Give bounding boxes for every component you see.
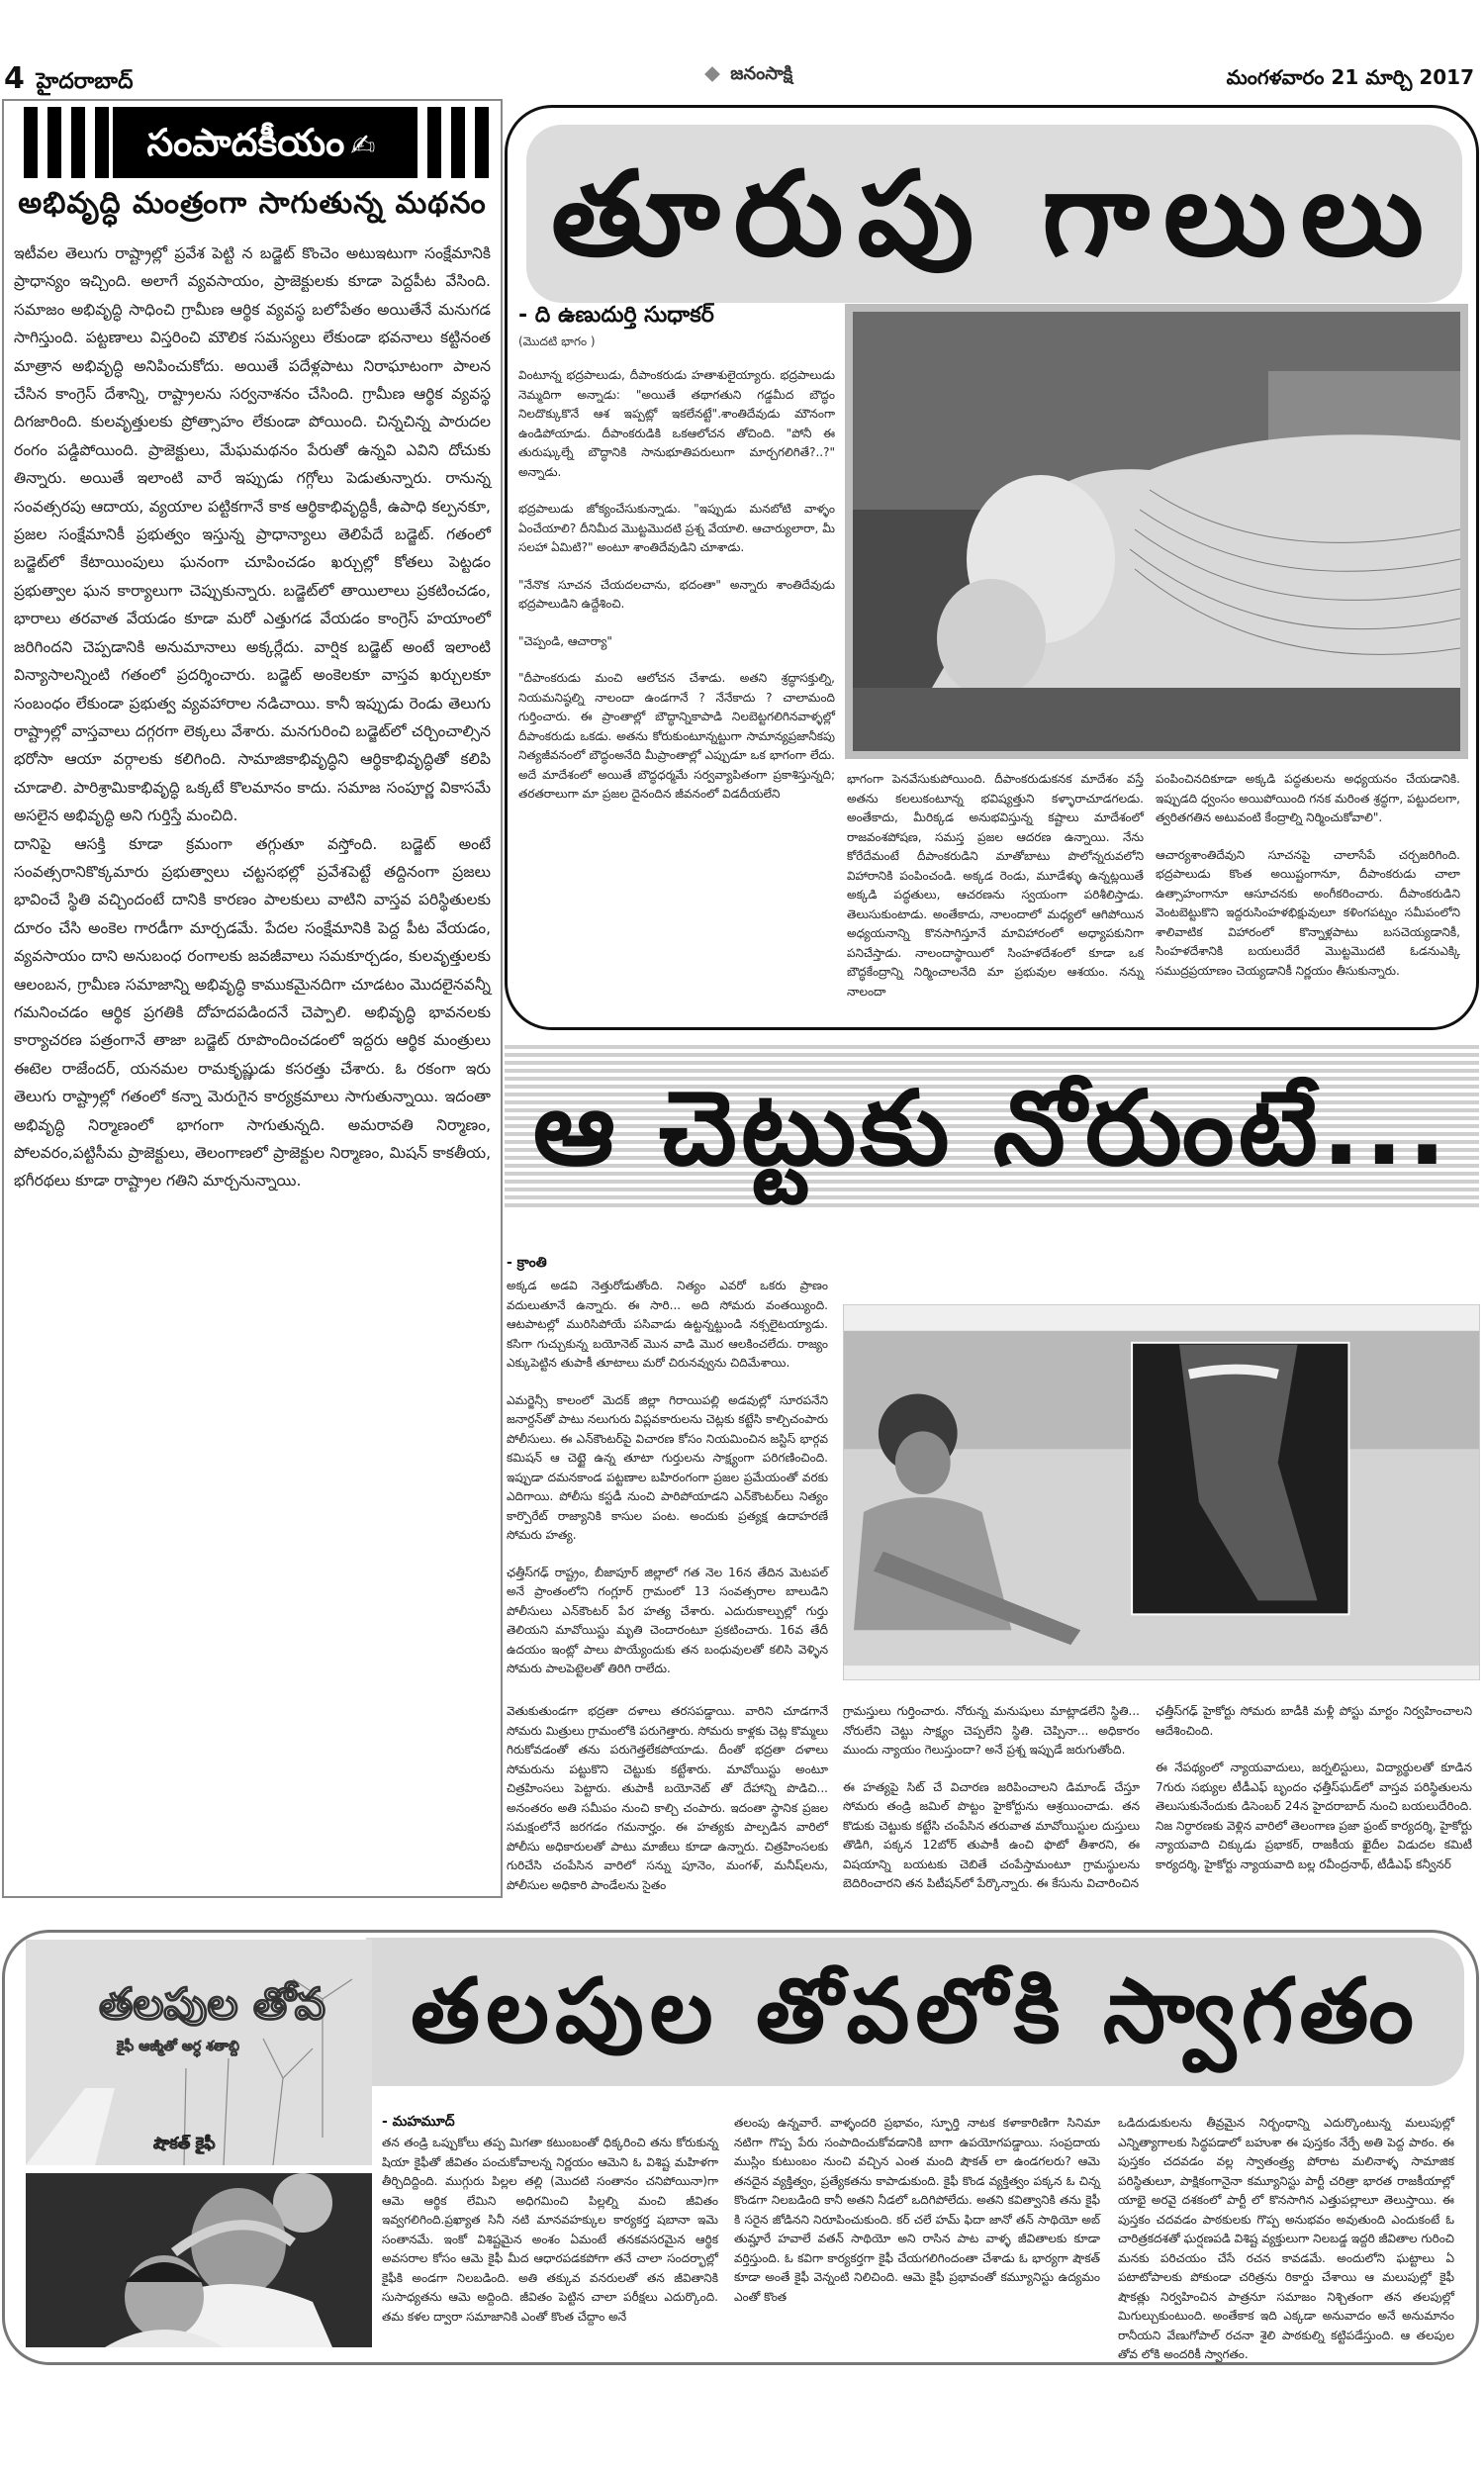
book-cover-subtitle: కైఫీ ఆజ్మీతో అర్ధ శతాబ్ది [117, 2039, 239, 2054]
article1-paragraph: ఆచార్యశాంతిదేవుని సూచనపై చాలాసేపే చర్చజరిగింది. భద్రపాలుడు కొంత అయిష్టంగానూ, దీపాంకరుడు చాలా ఉత్సాహంగానూ ఆసూచనకు అంగీకరించారు. దీపాంకరుడిని వెంటబెట్టుకొని ఇద్దరుసింహళభిక్షువులూ కళింగపట్నం సమీపంలోని శాలివాటిక విహారంలో కొన్నాళ్లపాటు బసచెయ్యడానికీ, సింహళదేశానికి బయలుదేరే మొట్టమొదటి ఓడనుఎక్కి సముద్రప్రయాణం చెయ్యడానికీ నిర్ణయం తీసుకున్నారు. [1156, 847, 1460, 978]
article1-paragraph: "నేనొక సూచన చేయదలచాను, భదంతా" అన్నారు శాంతిదేవుడు భద్రపాలుడిని ఉద్దేశించి. [518, 577, 835, 611]
article1-paragraph: "చెప్పండి, ఆచార్యా" [518, 633, 612, 648]
banner-bars-left [24, 107, 109, 178]
couple-image [26, 2173, 372, 2347]
article2-column-3 [843, 1702, 1140, 1912]
editorial-headline: అభివృద్ధి మంత్రంగా సాగుతున్న మథనం [18, 186, 487, 221]
article2-paragraph: గ్రామస్తులు గుర్తించారు. నోరున్న మనుషులు మాట్లాడలేని స్థితి... నోరులేని చెట్టు సాక్ష్యం చెప్పలేని స్థితి. చెప్పినా... అధికారం ముందు న్యాయం గెలుస్తుందా? అనే ప్రశ్న ఇప్పుడే జరుగుతోంది. [843, 1704, 1140, 1757]
book-cover-title: తలపుల తోవ [99, 1979, 325, 2030]
pen-writing-icon: ✍ [350, 129, 376, 163]
article2-column-4 [1156, 1702, 1472, 1892]
article1-column-2 [847, 770, 1144, 1019]
edition-name: హైదరాబాద్ [36, 69, 134, 94]
article2-byline: - క్రాంతి [507, 1255, 547, 1271]
article1-column-3 [1156, 770, 1460, 999]
editorial-paragraph: దానిపై ఆసక్తి కూడా క్రమంగా తగ్గుతూ వస్తోంది. బడ్జెట్ అంటే సంవత్సరానికొక్కమారు ప్రభుత్వాలు చట్టసభల్లో ప్రవేశపెట్టే తద్దినంగా ప్రజలు భావించే స్థితి వచ్చిందంటే దానికి కారణం పాలకులు వాటిని వాస్తవ పరిస్థితులకు దూరం చేసి అంకెల గారడీగా మార్చడమే. పేదల సంక్షేమానికి పెద్ద పీట వేయడం, వ్యవసాయం దాని అనుబంధ రంగాలకు జవజీవాలు సమకూర్చడం, కులవృత్తులకు ఆలంబన, గ్రామీణ సమాజాన్ని అభివృద్ధి కాముకమైనదిగా చూడటం మొదలైనవన్నీ గమనించడం ఆర్థిక ప్రగతికి దోహదపడిందనే చెప్పాలి. అభివృద్ధి భావనలకు కార్యాచరణ పత్రంగానే తాజా బడ్జెట్ రూపొందించడంలో ఇద్దరు ఆర్థిక మంత్రులు ఈటెల రాజేందర్, యనమల రామకృష్ణుడు కసరత్తు చేశారు. ఓ రకంగా ఇరు తెలుగు రాష్ట్రాల్లో గతంలో కన్నా మెరుగైన కార్యక్రమాలు సాగుతున్నాయి. ఇదంతా అభివృద్ధి నిర్మాణంలో భాగంగా సాగుతున్నది. అమరావతి నిర్మాణం, పోలవరం,పట్టిసీమ ప్రాజెక్టులు, తెలంగాణలో ప్రాజెక్టుల నిర్మాణం, మిషన్ కాకతీయ, భగీరథలు కూడా రాష్ట్రాల గతిని మార్చనున్నాయి. [14, 834, 491, 1190]
article2-column-1 [507, 1277, 828, 1697]
editorial-section [2, 99, 503, 1898]
article2-paragraph: ఛత్తీస్‌గఢ్ రాష్ట్రం, బీజాపూర్ జిల్లాలో గత నెల 16న తేదిన మెటపల్ అనే ప్రాంతంలోని గంగ్లూర్ గ్రామంలో 13 సంవత్సరాల బాలుడిని పోలీసులు ఎన్‌కౌంటర్ పేర హత్య చేశారు. ఎదురుకాల్పుల్లో గుర్తు తెలియని మావోయిస్టు మృతి చెందారంటూ ప్రకటించారు. 16వ తేదీ ఉదయం ఇంట్లో పాలు పొయ్యేందుకు తన బంధువులతో కలిసి వెళ్ళిన సోమరు పాలపెట్టెలతో తిరిగి రాలేదు. [507, 1565, 828, 1675]
article1-paragraph: వింటూన్న భద్రపాలుడు, దీపాంకరుడు హతాశులైయ్యారు. భద్రపాలుడు నెమ్మదిగా అన్నాడు: "అయితే తథాగతుని గడ్డమీద బౌద్ధం నిలదొక్కుకొనే ఆశ ఇప్పట్లో ఇకలేనట్టే".శాంతిదేవుడు మౌనంగా ఉండిపోయాడు. దీపాంకరుడికి ఒకఆలోచన తోచింది. "పోనీ ఈ తురుష్కుల్నే బౌద్ధానికి సానుభూతిపరులుగా మార్చగలిగితే?..?" అన్నాడు. [518, 368, 835, 479]
article1-paragraph: భద్రపాలుడు జోక్యంచేసుకున్నాడు. "ఇప్పుడు మనబోటి వాళ్ళం ఏంచేయాలి? దీనిమీద మొట్టమొదటి ప్రశ్న వేయాలి. ఆచార్యులారా, మీ సలహా ఏమిటి?" అంటూ శాంతిదేవుడిని చూశాడు. [518, 502, 835, 554]
editorial-paragraph: ఇటీవల తెలుగు రాష్ట్రాల్లో ప్రవేశ పెట్టి న బడ్జెట్ కొంచెం అటుఇటుగా సంక్షేమానికి ప్రాధాన్యం ఇచ్చింది. అలాగే వ్యవసాయం, ప్రాజెక్టులకు కూడా పెద్దపీట వేసింది. సమాజం అభివృద్ధి సాధించి గ్రామీణ ఆర్థిక వ్యవస్థ బలోపేతం అయితేనే మనుగడ సాగిస్తుంది. పట్టణాలు విస్తరించి మౌలిక సమస్యలు లేకుండా భవనాలు కట్టినంత మాత్రాన అభివృద్ధి అనిపించుకోదు. అయితే పదేళ్లపాటు నిరాఘాటంగా పాలన చేసిన కాంగ్రెస్ దేశాన్ని, రాష్ట్రాలను సర్వనాశనం చేసింది. గ్రామీణ ఆర్థిక వ్యవస్థ దిగజారింది. కులవృత్తులకు ప్రోత్సాహం లేకుండా పోయింది. చిన్నచిన్న పారుదల రంగం పడ్డిపోయింది. ప్రాజెక్టులు, మేఘమథనం పేరుతో ఉన్నవి ఎవిని దోచుకు తిన్నారు. అయితే ఇలాంటి వారే ఇప్పుడు గగ్గోలు పెడుతున్నారు. రానున్న సంవత్సరపు ఆదాయ, వ్యయాల పట్టికగానే కాక ఆర్థికాభివృద్ధికీ, ఉపాధి కల్పనకూ, ప్రజల సంక్షేమానికీ ప్రభుత్వం ఇస్తున్న ప్రాధాన్యాలు తెలిపేదే బడ్జెట్. గతంలో బడ్జెట్‌లో కేటాయింపులు ఘనంగా చూపించడం ఖర్చుల్లో కోతలు పెట్టడం ప్రభుత్వాల ఘన కార్యాలుగా చెప్పుకున్నారు. బడ్జెట్‌లో తాయిలాలు ప్రకటించడం, భారాలు తరవాత వేయడం కూడా మరో ఎత్తుగడ వేయడం కాంగ్రెస్ హయాంలో జరిగిందని చెప్పడానికి అనుమానాలు అక్కర్లేదు. వార్షిక బడ్జెట్ అంటే ఇలాంటి విన్యాసాలన్నింటి గతంలో ప్రదర్శించారు. బడ్జెట్ అంకెలకూ వాస్తవ ఖర్చులకూ సంబంధం లేకుండా ప్రభుత్వ వ్యవహారాల నడిచాయి. కానీ ఇప్పుడు రెండు తెలుగు రాష్ట్రాల్లో వాస్తవాలు దగ్గరగా లెక్కలు వేశారు. మనగురించి బడ్జెట్‌లో చర్చించాల్సిన భరోసా ఆయా వర్గాలకు కలిగింది. సామాజికాభివృద్ధిని ఆర్థికాభివృద్ధితో కలిపి చూడాలి. పారిశ్రామికాభివృద్ధి ఒక్కటే కొలమానం కాదు. సమాజ సంపూర్ణ వికాసమే అసలైన అభివృద్ధి అని గుర్తిస్తే మంచిది. [14, 244, 491, 825]
article3-paragraph: తన తండ్రి ఒప్పుకోలు తప్ప మిగతా కటుంబంతో ధిక్కరించి తను కోరుకున్న షియా కైఫీతో జీవితం పంచుకోవాలన్న నిర్ణయం ఆమెని ఓ విశిష్ట మహిళగా తీర్చిదిద్దింది. ముగ్గురు పిల్లల తల్లి (మొదటి సంతానం చనిపోయినా)గా ఆమె ఆర్థిక లేమిని అధిగమించి పిల్లల్ని మంచి జీవితం ఇవ్వగలిగింది.ప్రఖ్యాత సినీ నటి మానవహక్కుల కార్యకర్త షబానా ఇమె సంతానమే. ఇంకో విశిష్టమైన అంశం ఏమంటే తనకవసరమైన ఆర్థిక అవసరాల కోసం ఆమె కైఫీ మీద ఆధారపడకపోగా తనే చాలా సందర్భాల్లో కైఫీకి అండగా నిలబడింది. అతి తక్కువ వనరులతో తన జీవితానికి సుసాధ్యతను ఆమె అద్దింది. జీవితం పెట్టిన చాలా పరీక్షలు ఎదుర్కొంది. తమ కళల ద్వారా సమాజానికి ఎంతో కొంత చేద్దాం అనే [382, 2136, 718, 2324]
article2-paragraph: ఈ హత్యపై సిట్ చే విచారణ జరిపించాలని డిమాండ్ చేస్తూ సోమరు తండ్రి జమిల్ పొట్టం హైకోర్టును ఆశ్రయించాడు. తన కొడుకు చెట్టుకు కట్టేసి చంపేసిన తరువాత మావోయిస్టుల దుస్తులు తొడిగి, పక్కన 12బోర్ తుపాకీ ఉంచి ఫొటో తీశారని, ఈ విషయాన్ని బయటకు చెబితే చంపేస్తామంటూ గ్రామస్థులను బెదిరించారని తన పిటీషన్‌లో పేర్కొన్నారు. ఈ కేసును విచారించిన [843, 1779, 1140, 1890]
book-cover-author: షౌకత్ కైఫీ [153, 2134, 216, 2152]
editorial-label [113, 107, 410, 178]
article3-byline: - మహమూద్ [382, 2114, 455, 2130]
article1-title: తూరుపు గాలులు [551, 145, 1438, 282]
article2-paragraph: వెతుకుతుండగా భద్రతా దళాలు తరసపడ్డాయి. వారిని చూడగానే సోమరు మిత్రులు గ్రామంలోకి పరుగెత్తారు. సోమరు కాళ్లకు చెట్ల కొమ్మలు గిరుకోవడంతో తను పరుగెత్తలేకపోయాడు. దీంతో భద్రతా దళాలు సోమరును పట్టుకొని చెట్టుకు కట్టేశారు. మావోయిస్టు అంటూ చిత్రహింసలు పెట్టారు. తుపాకీ బయోనెట్ తో దేహాన్ని పొడిచి... అనంతరం అతి సమీపం నుంచి కాల్చి చంపారు. ఇదంతా స్థానిక ప్రజల సమక్షంలోనే జరగడం గమనార్హం. ఈ హత్యకు పాల్పడిన వారిలో పోలీసు అధికారులతో పాటు మాజీలు కూడా ఉన్నారు. చిత్రహింసలకు గురిచేసి చంపేసిన వారిలో సన్ను పూనెం, మంగళ్, మనీష్‌లను, పోలీసుల అధికారి పాండేలను సైతం [507, 1704, 828, 1892]
article2-paragraph: అక్కడ అడవి నెత్తురోడుతోంది. నిత్యం ఎవరో ఒకరు ప్రాణం వదులుతూనే ఉన్నారు. ఈ సారి... అది సోమరు వంతయ్యింది. ఆటపాటల్లో మురిసిపోయే పసివాడు ఉట్టన్నట్టుండి నక్సలైటయ్యాడు. కసిగా గుచ్చుకున్న బయోనెట్ మొన వాడి మొర ఆలకించలేదు. రాజ్యం ఎక్కుపెట్టిన తుపాకీ తూటాలు మరో చిరునవ్వును చిదిమేశాయి. [507, 1279, 828, 1370]
man-and-tree-photo [843, 1304, 1480, 1680]
logo-icon [704, 66, 720, 82]
article2-title: ఆ చెట్టుకు నోరుంటే... [532, 1068, 1451, 1189]
article3-paragraph: తలంపు ఉన్నవారే. వాళ్ళందరి ప్రభావం, స్ఫూర్తి నాటక కళాకారిణిగా సినిమా నటిగా గొప్ప పేరు సంపాదించుకోవడానికి బాగా ఉపయోగపడ్డాయి. సంప్రదాయ ముస్లిం కుటుంబం నుంచి వచ్చిన ఎంత మంది షౌకత్ లా ఉండగలరు? ఆమె తనదైన వ్యక్తిత్వం, ప్రత్యేకతను కాపాడుకుంది. కైఫీ కొండ వ్యక్తిత్వం పక్కన ఓ చిన్న కొండగా నిలబడింది కానీ అతని నీడలో ఒదిగిపోలేదు. అతని కవిత్వానికి తను కైఫీ కి సరైన జోడినని నిరూపించుకుంది. కర్ చలే హమ్ ఫిదా జానో తన్ సాథియో అబ్ తుమ్హారే హవాలే వతన్ సాథియో అని రాసిన పాట వాళ్ళ జీవితాలకు కూడా వర్తిస్తుంది. ఓ కవిగా కార్యకర్తగా కైఫీ చేయగలిగిందంతా చేశాడు ఓ భార్యగా షౌకత్ కూడా అంతే కైఫీ వెన్నంటి నిలిచింది. ఆమె కైఫీ ప్రభావంతో కమ్యూనిస్టు ఉద్యమం ఎంతో కొంత [734, 2116, 1100, 2304]
editorial-label-text: సంపాదకీయం [146, 121, 345, 164]
article3-column-3 [1118, 2114, 1454, 2383]
banner-bars-right [404, 107, 489, 178]
article3-paragraph: ఒడిదుడుకులను తీవ్రమైన నిర్బంధాన్ని ఎదుర్కొంటున్న మలుపుల్లో ఎన్నిత్యాగాలకు సిద్ధపడాలో బహుశా ఈ పుస్తకం నేర్పే అతి పెద్ద పాఠం. ఈ పుస్తకం చదవడం వల్ల స్వాతంత్ర్య పోరాట మలినాళ్ళ సామాజిక పరిస్థితులూ, పాక్షికంగానైనా కమ్యూనిస్టు పార్టీ చరిత్రా భారత రాజకీయాల్లో యాభై అరవై దశకంలో పార్టీ లో కొనసాగిన ఎత్తుపల్లాలూ తెలుస్తాయి. ఈ పుస్తకం చదవడం పాఠకులకు గొప్ప అనుభవం అవుతుంది ఎందుకంటే ఓ చారిత్రకదశతో ఘర్షణపడి విశిష్ట వ్యక్తులుగా నిలబడ్డ ఇద్దరి జీవితాల గురించి మనకు పరిచయం చేసే రచన కావడమే. అందులోని ఘట్టాలు ఏ పటాటోపాలకు పోకుండా చరిత్రను రికార్డు చేశాయి ఆ మలుపుల్లో కైఫీ షౌకత్లు నిర్వహించిన పాత్రనూ సమాజం నిశ్చితంగా తన తలపుల్లో మిగుల్చుకుంటుంది. అంతేకాక ఇది ఎక్కడా అనువాదం అనే అనుమానం రానీయని వేణుగోపాల్ రచనా శైలి పాఠకుల్ని కట్టిపడేస్తుంది. ఆ తలపుల తోవ లోకి అందరికీ స్వాగతం. [1118, 2116, 1454, 2361]
article3-title: తలపుల తోవలోకి స్వాగతం [411, 1959, 1420, 2063]
editorial-banner [14, 107, 491, 178]
reclining-buddha-photo [845, 304, 1468, 759]
couple-photo [26, 2173, 372, 2347]
article1-paragraph: "దీపాంకరుడు మంచి ఆలోచన చేశాడు. అతని శ్రద్ధాసక్తుల్ని, నియమనిష్ఠల్ని నాలందా ఉండగానే ? నేనేకాదు ? చాలామంది గుర్తించారు. ఈ ప్రాంతాల్లో బౌద్ధాన్నికాపాడి నిలబెట్టగలిగినవాళ్ళల్లో దీపాంకరుడు ఒకడు. అతను కోరుకుంటూన్నట్టుగా సామాన్యప్రజానీకపు నిత్యజీవనంలో బౌద్ధంఅనేది మీప్రాంతాల్లో ఎప్పుడూ ఒక భాగంగా లేదు. అదే మాదేశంలో అయితే బౌద్ధధర్మమే సర్వవ్యాపితంగా ప్రకాశిస్తున్నది; తరతరాలుగా మా ప్రజల దైనందిన జీవనంలో విడదీయలేని [518, 671, 835, 801]
masthead-name: జనంసాక్షి [730, 63, 793, 84]
article2-paragraph: ఛత్తీస్‌గఢ్ హైకోర్టు సోమరు బాడీకి మళ్లీ పోస్టు మార్టం నిర్వహించాలని ఆదేశించింది. [1156, 1704, 1472, 1738]
editorial-body [14, 239, 491, 1195]
article1-byline: - ది ఉణుదుర్తి సుధాకర్ [518, 303, 714, 328]
issue-date: మంగళవారం 21 మార్చి 2017 [1226, 65, 1474, 89]
article1-part-label: (మొదటి భాగం ) [518, 334, 596, 348]
article1-column-1 [518, 366, 835, 822]
page-number: 4 [4, 61, 25, 96]
article2-paragraph: ఈ నేపథ్యంలో న్యాయవాదులు, జర్నలిస్టులు, విద్యార్థులతో కూడిన 7గురు సభ్యుల టీడీఎఫ్ బృందం ఛత్తీస్‌ఘడ్‌లో వాస్తవ పరిస్థితులను తెలుసుకునేందుకు డిసెంబర్ 24న హైదరాబాద్ నుంచి బయలుదేరింది. నిజ నిర్ధారణకు వెళ్లిన వారిలో తెలంగాణ ప్రజా ఫ్రంట్ కార్యదర్శి, హైకోర్టు న్యాయవాది చిక్కుడు ప్రభాకర్, రాజకీయ ఖైదీల విడుదల కమిటీ కార్యదర్శి, హైకోర్టు న్యాయవాది బల్ల రవీంద్రనాథ్, టీడీఎఫ్ కన్వీనర్ [1156, 1761, 1472, 1871]
article1-paragraph: భాగంగా పెనవేసుకుపోయింది. దీపాంకరుడుకనక మాదేశం వస్తే అతను కలలుకంటూన్న భవిష్యత్తుని కళ్ళారాచూడగలడు. అంతేకాదు, మీరిక్కడ అనుభవిస్తున్న కష్టాలు మాదేశంలో రాజవంశపోషణ, సమస్త ప్రజల ఆదరణ ఉన్నాయి. నేను కోరేదేమంటే దీపాంకరుడిని మాతోబాటు పొలోన్నరువలోని విహారానికి పంపించండి. అక్కడ రెండు, మూడేళ్ళు ఉన్నట్లయితే అక్కడి పద్ధతులు, ఆచరణను స్వయంగా పరిశీలిస్తాడు. తెలుసుకుంటాడు. అంతేకాదు, నాలందాలో మధ్యలో ఆగిపోయిన అధ్యయనాన్ని కొనసాగిస్తూనే మావిహారంలో అధ్యాపకునిగా పనిచేస్తాడు. నాలందాస్థాయిలో సింహళదేశంలో కూడా ఒక బౌద్ధకేంద్రాన్ని నిర్మించాలనేది మా ప్రభువుల ఆశయం. నన్ను నాలందా [847, 772, 1144, 999]
man-and-tree-image [844, 1305, 1479, 1679]
masthead-logo [704, 63, 792, 88]
page-number-edition [4, 61, 134, 99]
article2-paragraph: ఎమర్జెన్సీ కాలంలో మెదక్ జిల్లా గిరాయిపల్లి అడవుల్లో సూరపనేని జనార్దన్‌తో పాటు నలుగురు విప్లవకారులను చెట్లకు కట్టేసి కాల్చిచంపారు పోలీసులు. ఈ ఎన్‌కౌంటర్‌పై విచారణ కోసం నియమించిన జస్టిస్ భార్గవ కమిషన్ ఆ చెట్టెై ఉన్న తూటా గుర్తులను సాక్ష్యంగా పరిగణించింది. ఇప్పుడా దమనకాండ పట్టణాల బహిరంగంగా ప్రజల ప్రమేయంతో వరకు ఎదిగాయి. పోలీసు కస్టడీ నుంచి పారిపోయాడని ఎన్‌కౌంటర్‌లు నిత్యం కార్పొరేట్ రాజ్యానికి కాసుల పంట. అందుకు ప్రత్యక్ష ఉదాహరణే సోమరు హత్య. [507, 1392, 828, 1542]
article3-column-2 [734, 2114, 1100, 2325]
buddha-image [853, 312, 1460, 751]
article2-column-2 [507, 1702, 828, 1913]
article1-paragraph: పంపించినదికూడా అక్కడి పద్ధతులను అధ్యయనం చేయడానికి. ఇప్పుడది ధ్వంసం అయిపోయింది గనక మరింత శ్రద్ధగా, పట్టుదలగా, త్వరితగతిన అటువంటి కేంద్రాల్ని నిర్మించుకోవాలి". [1156, 772, 1460, 824]
article3-column-1 [382, 2134, 718, 2344]
